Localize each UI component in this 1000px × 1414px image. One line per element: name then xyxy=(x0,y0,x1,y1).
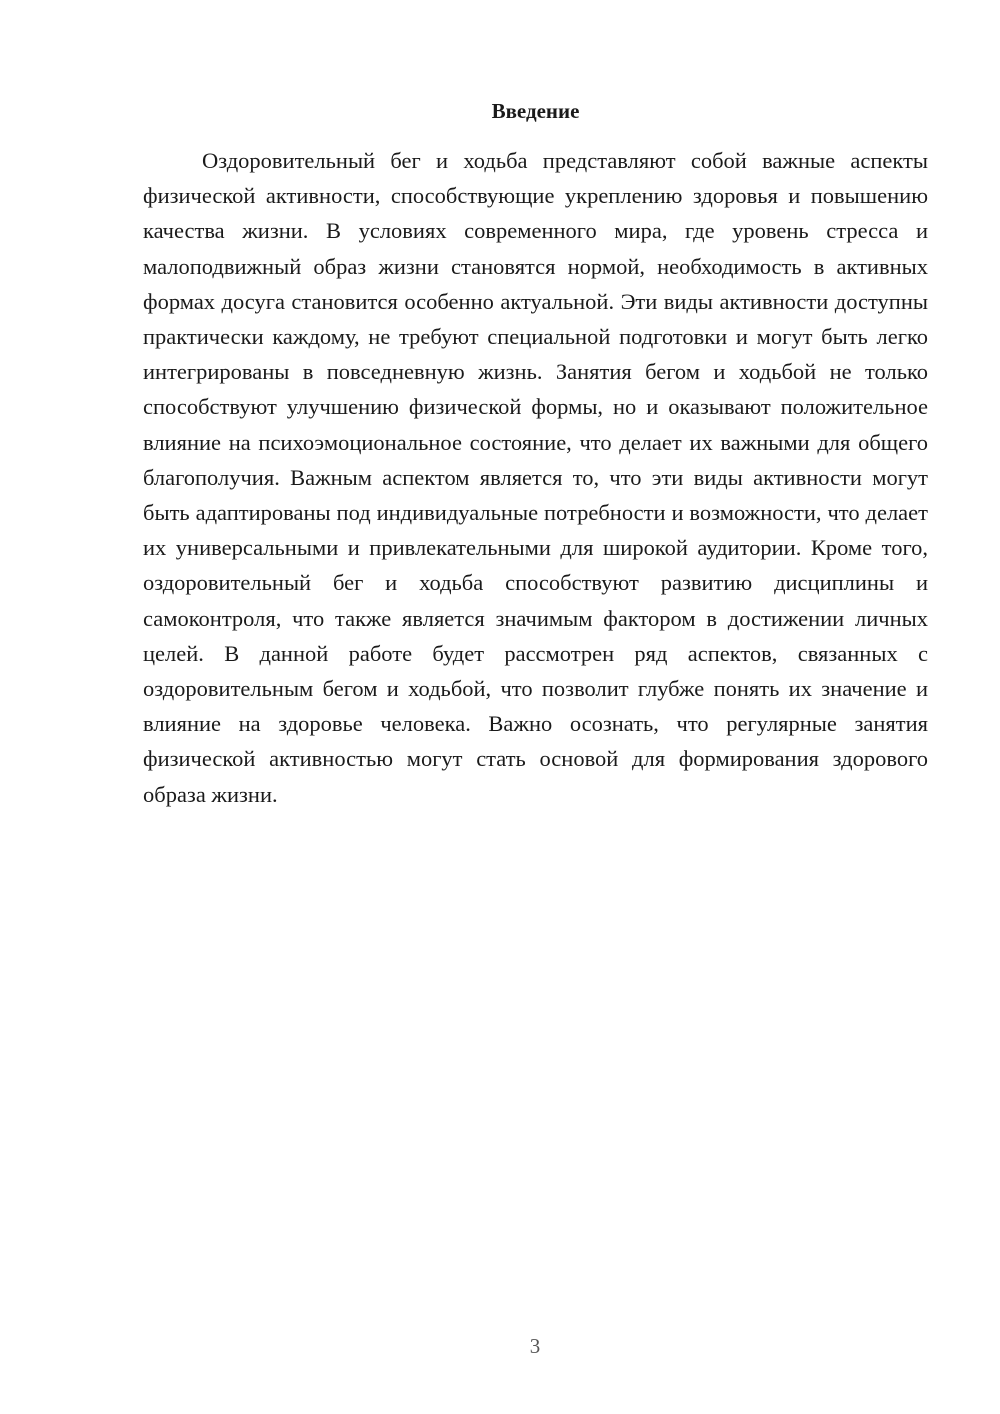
page-number: 3 xyxy=(529,1334,541,1358)
section-heading: Введение xyxy=(491,99,580,123)
introduction-paragraph: Оздоровительный бег и ходьба представляют собой важные аспекты физической активности, способствующие укреплению здоровья и повышению качества жизни. В условиях современного мира, где уровень стресса и малоподвижный образ жизни становятся нормой, необходимость в активных формах досуга становится особенно актуальной. Эти виды активности доступны практически каждому, не требуют специальной подготовки и могут быть легко интегрированы в повседневную жизнь. Занятия бегом и ходьбой не только способствуют улучшению физической формы, но и оказывают положительное влияние на психоэмоциональное состояние, что делает их важными для общего благополучия. Важным аспектом является то, что эти виды активности могут быть адаптированы под индивидуальные потребности и возможности, что делает их универсальными и привлекательными для широкой аудитории. Кроме того, оздоровительный бег и ходьба способствуют развитию дисциплины и самоконтроля, что также является значимым фактором в достижении личных целей. В данной работе будет рассмотрен ряд аспектов, связанных с оздоровительным бегом и ходьбой, что позволит глубже понять их значение и влияние на здоровье человека. Важно осознать, что регулярные занятия физической активностью могут стать основой для формирования здорового образа жизни. xyxy=(143,148,928,807)
